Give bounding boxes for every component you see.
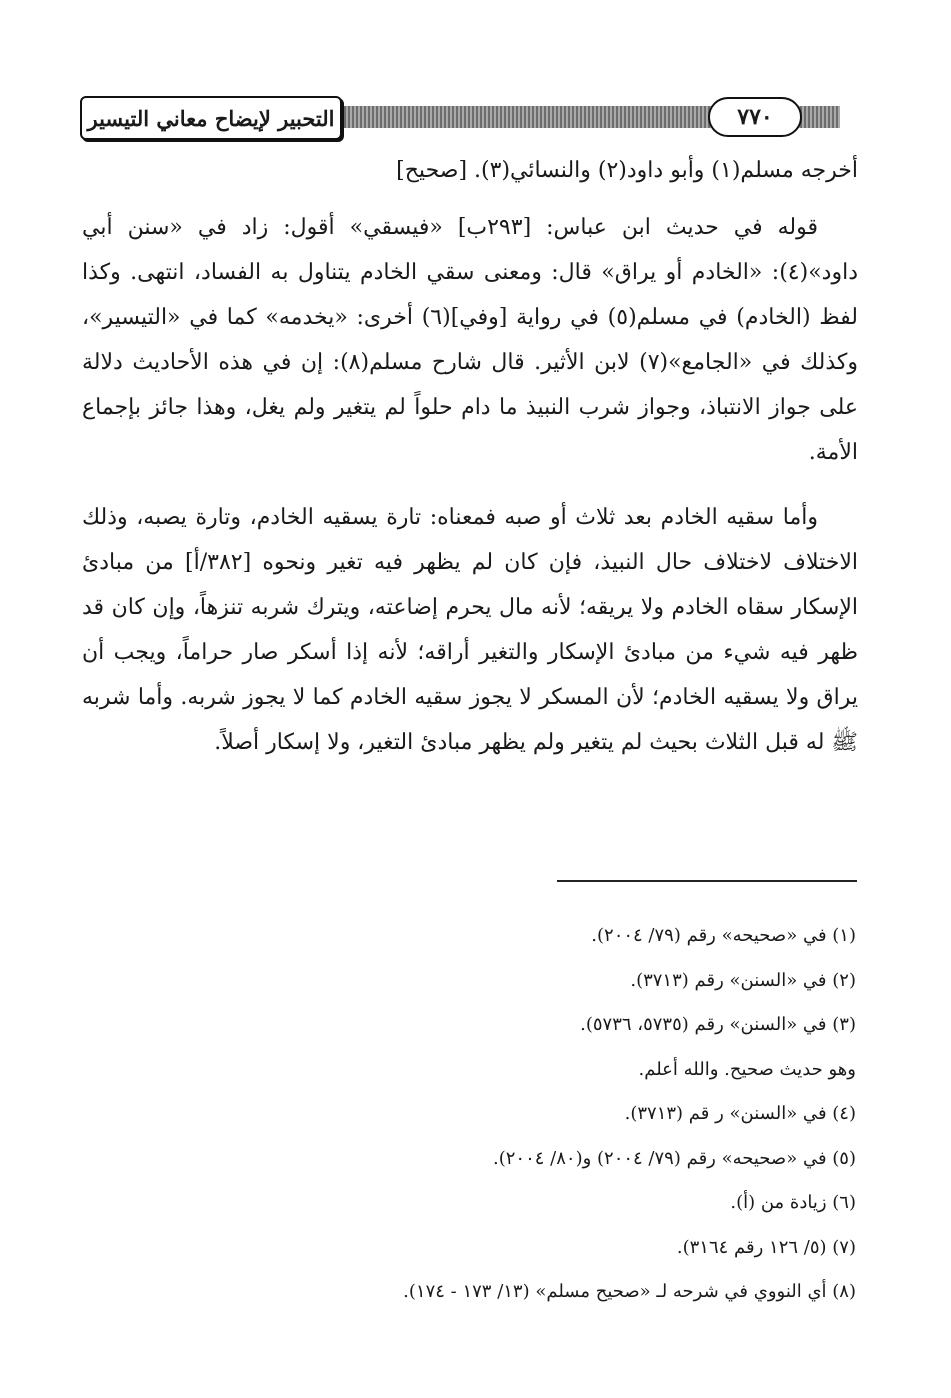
footnote-4: (٤) في «السنن» ر قم (٣٧١٣).	[624, 1103, 856, 1124]
footnote-2: (٢) في «السنن» رقم (٣٧١٣).	[630, 969, 856, 991]
footnote-3: (٣) في «السنن» رقم (٥٧٣٥، ٥٧٣٦).	[580, 1014, 856, 1035]
footnote-1: (١) في «صحيحه» رقم (٧٩/ ٢٠٠٤).	[591, 925, 856, 946]
footnote-7: (٧) (٥/ ١٢٦ رقم ٣١٦٤).	[676, 1236, 856, 1258]
page-number: ٧٧٠	[708, 97, 802, 137]
footnotes	[82, 914, 858, 1315]
page-header	[80, 96, 840, 142]
footnote-6: (٦) زيادة من (أ).	[730, 1192, 856, 1213]
footnote-5: (٥) في «صحيحه» رقم (٧٩/ ٢٠٠٤) و(٨٠/ ٢٠٠٤).	[493, 1147, 856, 1169]
paragraph-3: وأما سقيه الخادم بعد ثلاث أو صبه فمعناه: تارة يسقيه الخادم، وتارة يصبه، وذلك الاختلاف لاختلاف حال النبيذ، فإن كان لم يظهر فيه تغير ونحوه [٣٨٢/أ] من مبادئ الإسكار سقاه الخادم ولا يريقه؛ لأنه مال يحرم إضاعته، ويترك شربه تنزهاً، وإن كان قد ظهر فيه شيء من مبادئ الإسكار والتغير أراقه؛ لأنه إذا أسكر صار حراماً، ويجب أن يراق ولا يسقيه الخادم؛ لأن المسكر لا يجوز سقيه الخادم كما لا يجوز شربه. وأما شربه ﷺ له قبل الثلاث بحيث لم يتغير ولم يظهر مبادئ التغير، ولا إسكار أصلاً.	[82, 505, 858, 755]
footnote-8: (٨) أي النووي في شرحه لـ «صحيح مسلم» (١٣/ ١٧٣ - ١٧٤).	[403, 1281, 856, 1302]
paragraph-1: أخرجه مسلم(١) وأبو داود(٢) والنسائي(٣). [صحيح]	[396, 158, 858, 183]
main-text	[82, 148, 858, 785]
footnote-3-note: وهو حديث صحيح. والله أعلم.	[638, 1058, 856, 1080]
footnote-divider	[557, 880, 857, 882]
paragraph-2: قوله في حديث ابن عباس: [٢٩٣ب] «فيسقي» أقول: زاد في «سنن أبي داود»(٤): «الخادم أو يراق» قال: ومعنى سقي الخادم يتناول به الفساد، انتهى. وكذا لفظ (الخادم) في مسلم(٥) في رواية [وفي](٦) أخرى: «يخدمه» كما في «التيسير»، وكذلك في «الجامع»(٧) لابن الأثير. قال شارح مسلم(٨): إن في هذه الأحاديث دلالة على جواز الانتباذ، وجواز شرب النبيذ ما دام حلواً لم يتغير ولم يغل، وهذا جائز بإجماع الأمة.	[82, 215, 859, 465]
book-title: التحبير لإيضاح معاني التيسير	[80, 96, 342, 140]
